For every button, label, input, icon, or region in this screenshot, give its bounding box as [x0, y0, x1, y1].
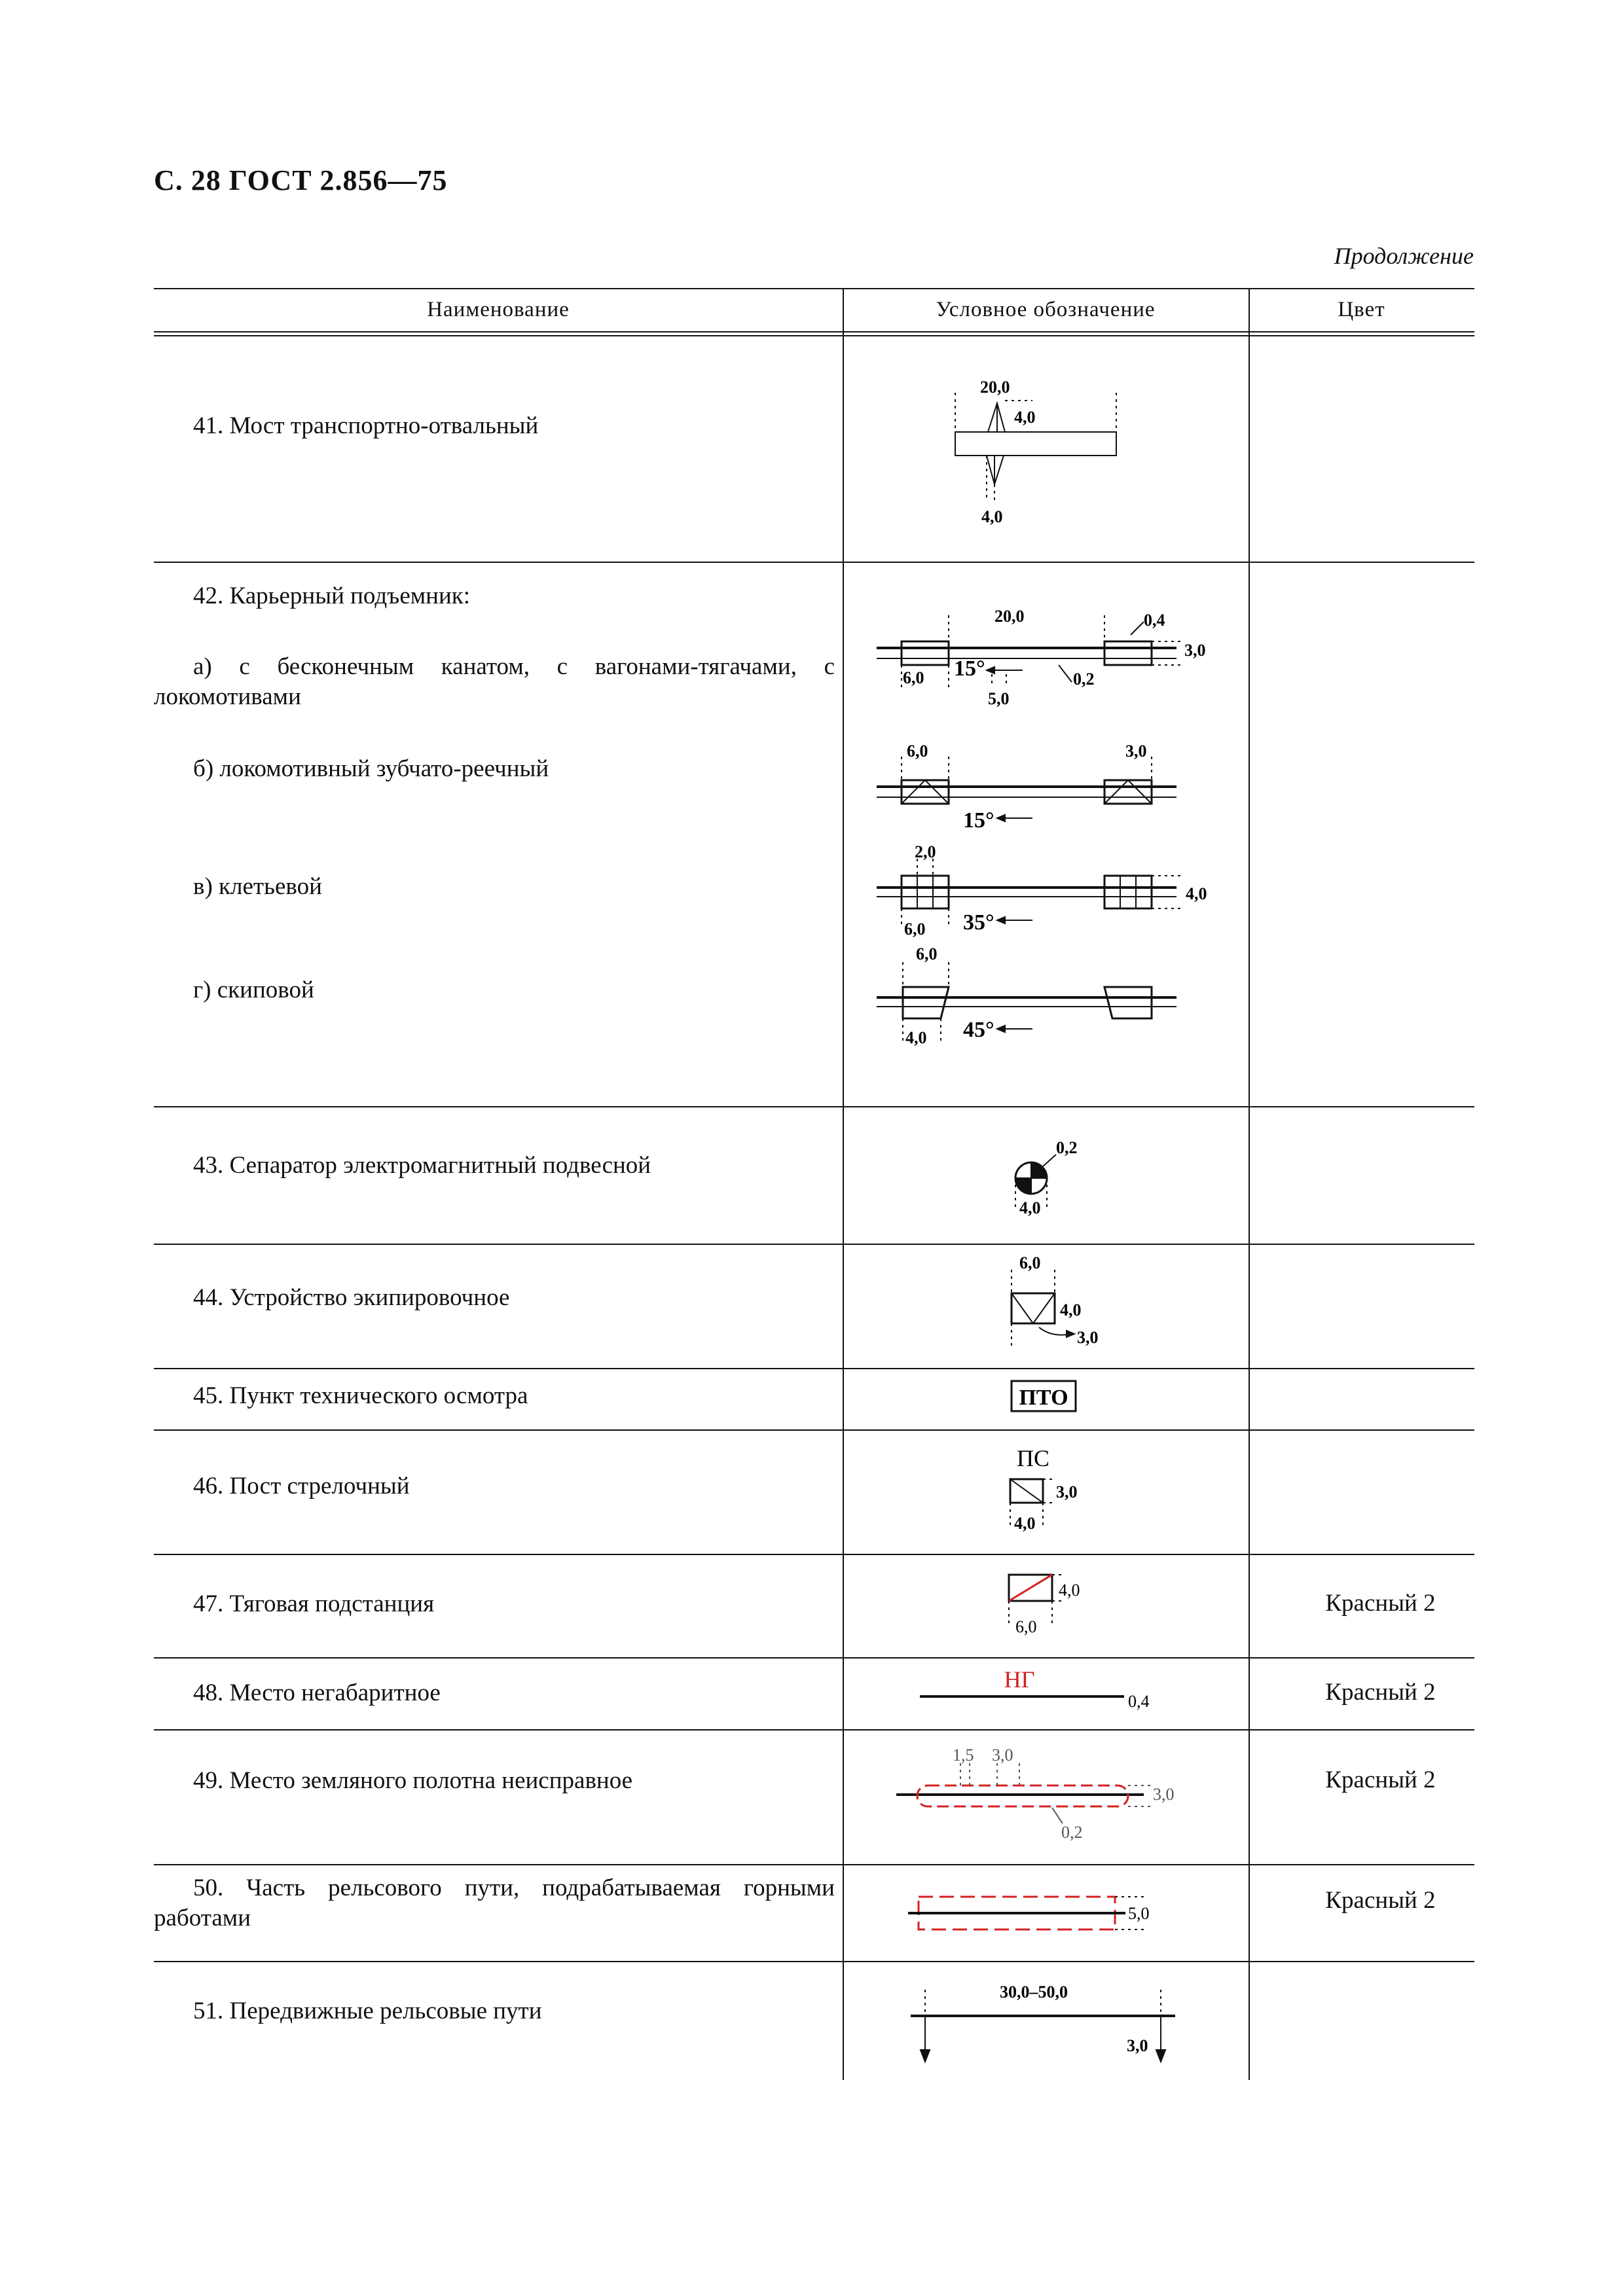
angle-label: 45°: [963, 1018, 994, 1042]
dim-label: 4,0: [1186, 884, 1207, 903]
row-48-symbol: [843, 1660, 1247, 1725]
col-rule: [1249, 288, 1250, 2080]
dim-label: 3,0: [1077, 1328, 1099, 1347]
symbols-table: [154, 288, 1474, 2080]
row-49-name: 49. Место земляного полотна неисправное: [193, 1767, 633, 1794]
row-47-color: Красный 2: [1325, 1590, 1436, 1617]
row-42a-symbol: [843, 602, 1247, 713]
column-header-color: Цвет: [1338, 297, 1385, 321]
row-44-symbol: [843, 1250, 1247, 1368]
dim-label: 30,0–50,0: [1000, 1982, 1068, 2001]
row-rule: [154, 1554, 1474, 1555]
dim-label: 4,0: [1059, 1581, 1080, 1600]
dim-label: 6,0: [903, 668, 924, 687]
dim-label: 3,0: [1125, 742, 1147, 761]
ps-label: ПС: [1017, 1445, 1050, 1471]
row-42d-symbol: [843, 942, 1247, 1047]
row-42a-label: а) с бесконечным канатом, с вагонами-тягачами, с локомотивами: [154, 653, 835, 710]
angle-label: 15°: [954, 656, 985, 681]
header-rule-double: [154, 335, 1474, 336]
row-48-color: Красный 2: [1325, 1679, 1436, 1706]
dim-label: 4,0: [1060, 1300, 1082, 1319]
dim-label: 3,0: [1056, 1482, 1078, 1501]
dim-label: 4,0: [1014, 408, 1036, 427]
row-51-name: 51. Передвижные рельсовые пути: [193, 1998, 542, 2024]
row-rule: [154, 1657, 1474, 1659]
row-42-name: 42. Карьерный подъемник:: [193, 583, 471, 609]
row-47-name: 47. Тяговая подстанция: [193, 1590, 435, 1617]
dim-label: 6,0: [916, 944, 938, 963]
dim-label: 4,0: [1014, 1514, 1036, 1533]
row-42b-label: б) локомотивный зубчато-реечный: [193, 755, 549, 782]
row-rule: [154, 1429, 1474, 1431]
row-44-name: 44. Устройство экипировочное: [193, 1284, 510, 1311]
row-42c-symbol: [843, 835, 1247, 940]
continuation-label: Продолжение: [1334, 243, 1474, 269]
row-rule: [154, 1244, 1474, 1245]
row-rule: [154, 1864, 1474, 1865]
ng-label: НГ: [1004, 1666, 1035, 1693]
row-48-name: 48. Место негабаритное: [193, 1679, 441, 1706]
row-45-name: 45. Пункт технического осмотра: [193, 1382, 528, 1409]
row-42d-label: г) скиповой: [193, 977, 314, 1003]
row-42c-label: в) клетьевой: [193, 873, 322, 900]
dim-label: 20,0: [994, 607, 1025, 626]
dim-label: 0,4: [1144, 611, 1165, 630]
row-50-symbol: [843, 1865, 1247, 1964]
dim-label: 6,0: [1015, 1617, 1037, 1636]
row-42b-symbol: [843, 737, 1247, 835]
dim-label: 0,2: [1061, 1823, 1083, 1842]
column-header-symbol: Условное обозначение: [936, 297, 1156, 321]
row-50-name: 50. Часть рельсового пути, подрабатываемая горными работами: [154, 1874, 835, 1931]
dim-label: 6,0: [907, 742, 928, 761]
row-rule: [154, 1961, 1474, 1962]
row-46-symbol: [843, 1433, 1247, 1551]
row-41-name: 41. Мост транспортно-отвальный: [193, 412, 539, 439]
dim-label: 6,0: [904, 920, 926, 939]
row-rule: [154, 562, 1474, 563]
row-43-symbol: [843, 1132, 1247, 1230]
dim-label: 4,0: [981, 507, 1003, 526]
dim-label: 3,0: [1153, 1785, 1175, 1804]
page-header: С. 28 ГОСТ 2.856—75: [154, 164, 448, 196]
row-46-name: 46. Пост стрелочный: [193, 1473, 410, 1499]
header-rule: [154, 331, 1474, 332]
dim-label: 6,0: [1019, 1253, 1041, 1272]
row-41-symbol: [843, 360, 1247, 556]
dim-label: 3,0: [1127, 2036, 1148, 2055]
row-45-symbol: [843, 1372, 1247, 1424]
column-header-name: Наименование: [427, 297, 570, 321]
dim-label: 2,0: [915, 842, 936, 861]
angle-label: 15°: [963, 808, 994, 833]
row-50-color: Красный 2: [1325, 1887, 1436, 1914]
row-49-symbol: [843, 1732, 1247, 1863]
dim-label: 4,0: [905, 1028, 927, 1047]
dim-label: 5,0: [988, 689, 1010, 708]
row-rule: [154, 1368, 1474, 1369]
dim-label: 5,0: [1128, 1904, 1150, 1923]
row-49-color: Красный 2: [1325, 1767, 1436, 1793]
row-rule: [154, 1729, 1474, 1731]
dim-label: 0,4: [1128, 1692, 1150, 1711]
row-rule: [154, 1106, 1474, 1107]
dim-label: 4,0: [1019, 1198, 1041, 1217]
dim-label: 3,0: [1184, 641, 1206, 660]
row-51-symbol: [843, 1964, 1247, 2081]
dim-label: 3,0: [992, 1746, 1013, 1765]
row-43-name: 43. Сепаратор электромагнитный подвесной: [193, 1152, 651, 1179]
angle-label: 35°: [963, 910, 994, 935]
dim-label: 0,2: [1056, 1138, 1078, 1157]
dim-label: 20,0: [980, 378, 1010, 397]
dim-label: 0,2: [1073, 670, 1095, 689]
pto-label: ПТО: [1019, 1386, 1068, 1410]
row-47-symbol: [843, 1560, 1247, 1659]
dim-label: 1,5: [953, 1746, 974, 1765]
